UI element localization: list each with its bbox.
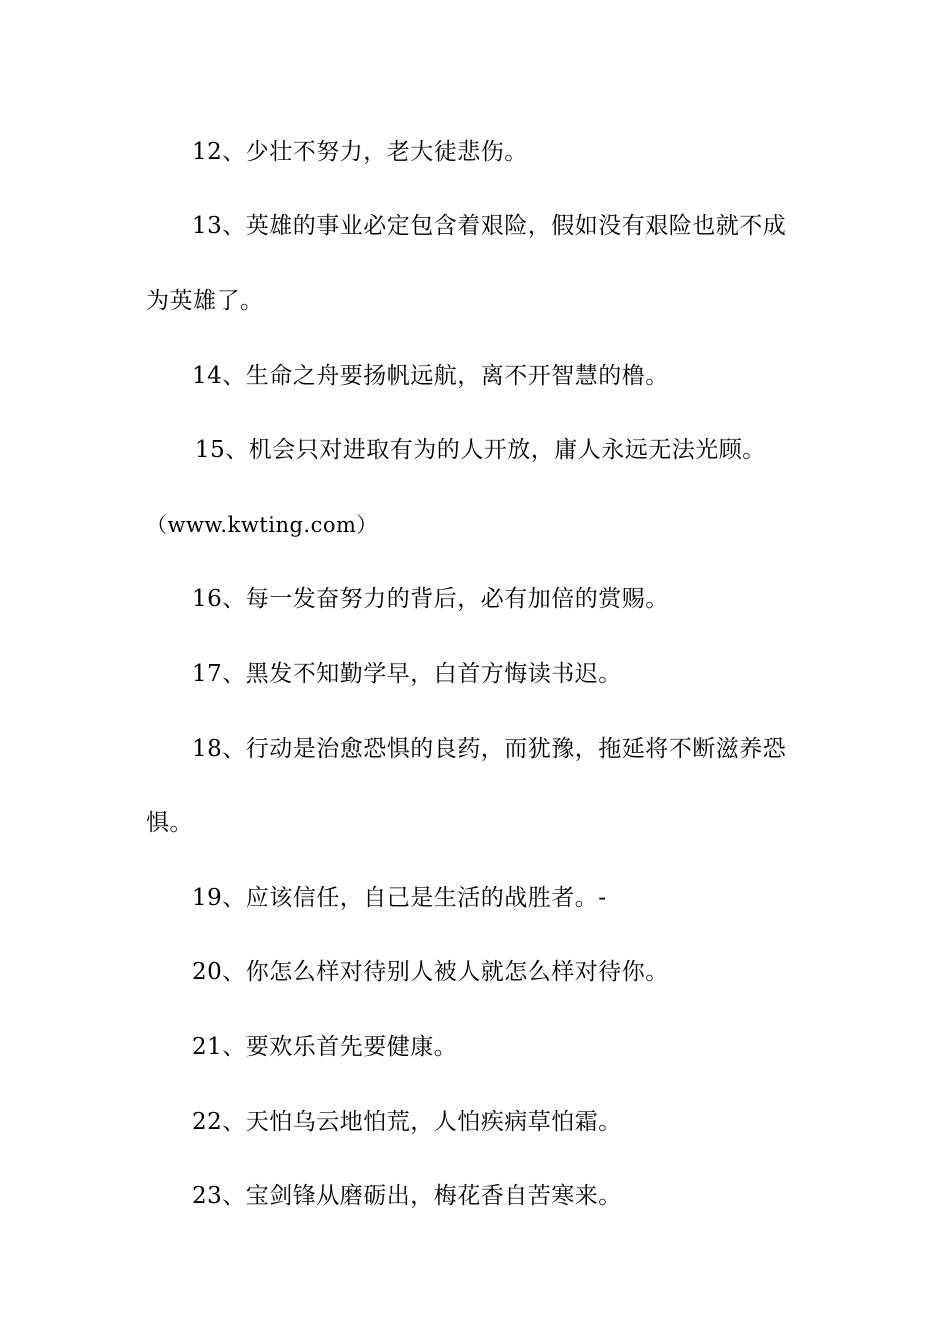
quote-line-21: 21、要欢乐首先要健康。 <box>192 1034 458 1060</box>
quote-line-19: 19、应该信任，自己是生活的战胜者。- <box>192 885 607 911</box>
quote-line-20: 20、你怎么样对待别人被人就怎么样对待你。 <box>192 959 669 985</box>
quote-line-18-continued: 惧。 <box>146 810 193 836</box>
quote-line-15: 15、机会只对进取有为的人开放，庸人永远无法光顾。 <box>195 437 766 463</box>
quote-line-13: 13、英雄的事业必定包含着艰险，假如没有艰险也就不成 <box>192 213 787 239</box>
quote-line-18: 18、行动是治愈恐惧的良药，而犹豫，拖延将不断滋养恐 <box>192 736 787 762</box>
quote-line-12: 12、少壮不努力，老大徒悲伤。 <box>192 139 528 165</box>
quote-line-13-continued: 为英雄了。 <box>146 288 264 314</box>
quote-line-22: 22、天怕乌云地怕荒，人怕疾病草怕霜。 <box>192 1109 622 1135</box>
source-url: （www.kwting.com） <box>146 513 378 537</box>
quote-line-17: 17、黑发不知勤学早，白首方悔读书迟。 <box>192 661 622 687</box>
quote-line-16: 16、每一发奋努力的背后，必有加倍的赏赐。 <box>192 586 669 612</box>
quote-line-23: 23、宝剑锋从磨砺出，梅花香自苦寒来。 <box>192 1183 622 1209</box>
quote-line-14: 14、生命之舟要扬帆远航，离不开智慧的橹。 <box>192 363 669 389</box>
